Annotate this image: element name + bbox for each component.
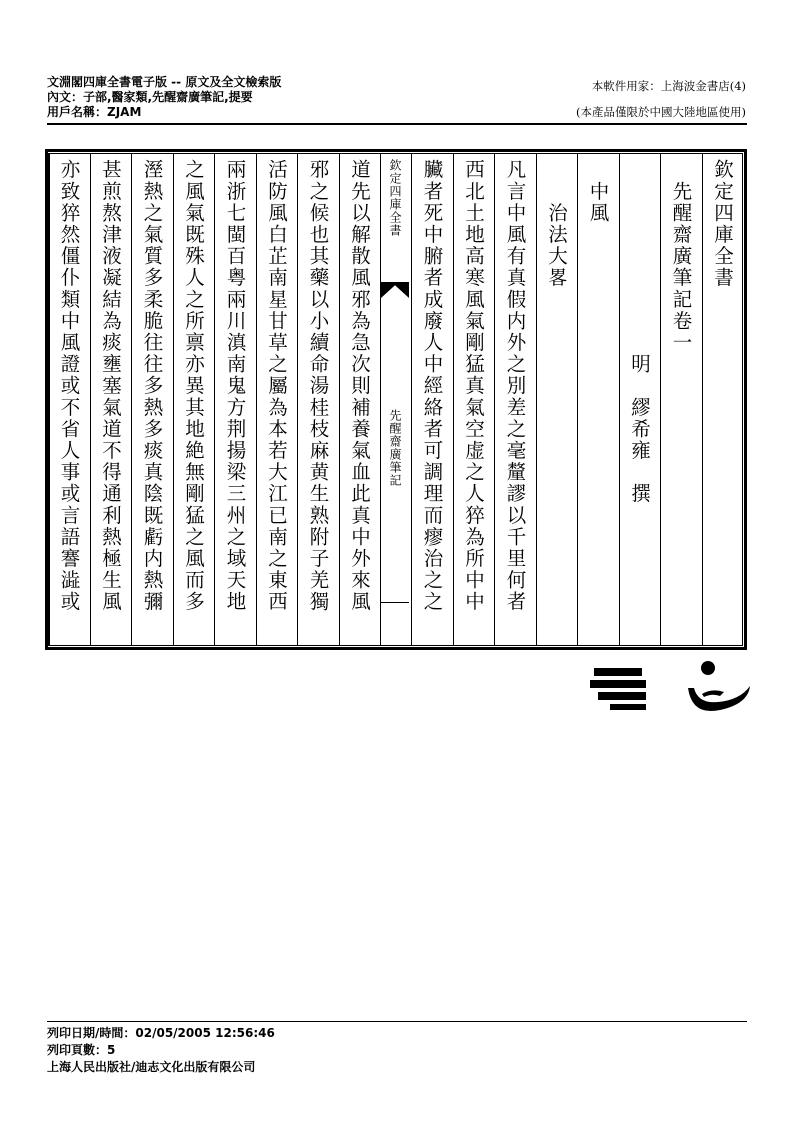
text-column [411,153,453,646]
column-text: 臟者死中腑者成廢人中經絡者可調理而瘳治之之 [420,159,444,613]
column-text: 活防風白芷南星甘草之屬為本若大江已南之東西 [265,159,288,613]
fishtail-mark [381,282,409,298]
text-column [173,153,215,646]
logo-bars-icon [590,668,646,710]
header-licensee: 本軟件用家：上海波金書店(4) [591,79,746,93]
text-column [131,153,173,646]
text-column [453,153,495,646]
column-text: 道先以解散風邪為急次則補養氣血此真中外來風 [348,159,371,613]
logo-emblem-icon [688,661,750,711]
column-text: 邪之候也其藥以小續命湯桂枝麻黄生熟附子羌獨 [306,159,330,613]
text-column [577,153,619,646]
text-column [256,153,298,646]
publisher-logo [590,658,760,720]
text-column [619,153,661,646]
text-column [90,153,132,646]
header-divider [47,123,747,125]
footer-page-count: 列印頁數：5 [47,1043,116,1057]
center-fold-column [380,153,409,646]
column-text: 兩浙七閩百粤兩川滇南鬼方荆揚梁三州之域天地 [223,159,247,613]
column-text: 治法大畧 [545,159,568,289]
column-text: 之風氣既殊人之所禀亦異其地絶無剛猛之風而多 [182,159,205,613]
fold-top-title: 欽定四庫全書 [388,159,402,237]
fold-book-title: 先醒齋廣筆記 [388,409,402,487]
column-text: 甚煎熬津液凝結為痰壅塞氣道不得通利熱極生風 [99,159,122,613]
column-text: 明 繆希雍 撰 [628,159,651,505]
column-text: 亦致猝然僵仆類中風證或不省人事或言語謇澁或 [57,159,81,613]
column-text: 欽定四庫全書 [711,159,734,289]
text-column [536,153,578,646]
text-column [494,153,536,646]
header-restriction: (本產品僅限於中國大陸地區使用) [576,105,746,119]
text-column [702,153,744,646]
footer-publisher: 上海人民出版社/迪志文化出版有限公司 [47,1060,256,1074]
column-text: 先醒齋廣筆記卷一 [669,159,693,354]
text-column [339,153,381,646]
text-column [214,153,256,646]
header-title: 文淵閣四庫全書電子版 -- 原文及全文檢索版 [47,75,282,89]
text-column [297,153,339,646]
column-text: 溼熱之氣質多柔脆往往多熱多痰真陰既虧内熱彌 [140,159,164,613]
fold-divider [381,602,409,603]
text-column [660,153,702,646]
column-text: 中風 [586,159,610,224]
column-text: 西北土地高寒風氣剛猛真氣空虚之人猝為所中中 [462,159,485,613]
header-content-path: 內文：子部,醫家類,先醒齋廣筆記,提要 [47,90,253,104]
column-text: 凡言中風有真假内外之別差之毫釐謬以千里何者 [503,159,527,613]
footer-divider [47,1021,747,1022]
header-username: 用戶名稱：ZJAM [47,105,142,119]
footer-print-datetime: 列印日期/時間：02/05/2005 12:56:46 [47,1026,275,1040]
text-column [48,153,90,646]
